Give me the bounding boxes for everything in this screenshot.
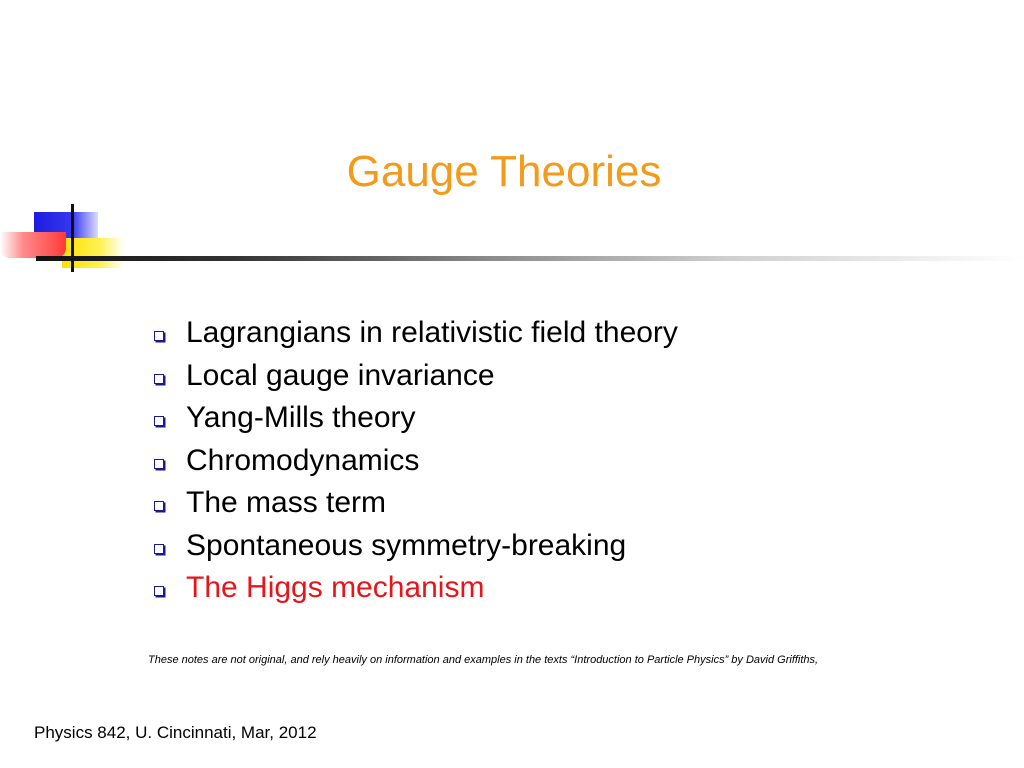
square-bullet-icon bbox=[154, 544, 164, 554]
slide-title: Gauge Theories bbox=[346, 147, 662, 196]
source-note: These notes are not original, and rely heavily on information and examples in the texts “Introduction to Particle Physics” by David Griffiths, bbox=[148, 654, 819, 666]
square-bullet-icon bbox=[154, 459, 164, 469]
bullet-text: Yang-Mills theory bbox=[186, 401, 416, 434]
square-bullet-icon bbox=[154, 374, 164, 384]
bullet-text-highlighted: The Higgs mechanism bbox=[186, 571, 485, 604]
bullet-item bbox=[148, 355, 678, 398]
bullet-item bbox=[148, 482, 678, 525]
square-bullet-icon bbox=[154, 501, 164, 511]
square-bullet-icon bbox=[154, 331, 164, 341]
title-rule-line bbox=[36, 256, 1024, 261]
slide-logo-decoration bbox=[0, 200, 140, 280]
logo-red-block bbox=[0, 232, 66, 258]
bullet-item bbox=[148, 397, 678, 440]
bullet-text: Local gauge invariance bbox=[186, 358, 495, 392]
logo-vertical-line bbox=[71, 204, 74, 272]
bullet-text: Spontaneous symmetry-breaking bbox=[186, 528, 627, 562]
bullet-item bbox=[148, 440, 678, 483]
bullet-item bbox=[148, 312, 678, 355]
bullet-text: Chromodynamics bbox=[186, 443, 420, 477]
bullet-list bbox=[148, 312, 678, 610]
square-bullet-icon bbox=[154, 416, 164, 426]
bullet-item-highlighted bbox=[148, 567, 678, 610]
bullet-text: The mass term bbox=[186, 486, 387, 519]
bullet-item bbox=[148, 525, 678, 568]
slide-footer: Physics 842, U. Cincinnati, Mar, 2012 bbox=[34, 723, 317, 742]
square-bullet-icon bbox=[154, 586, 164, 596]
bullet-text: Lagrangians in relativistic field theory bbox=[186, 316, 678, 349]
